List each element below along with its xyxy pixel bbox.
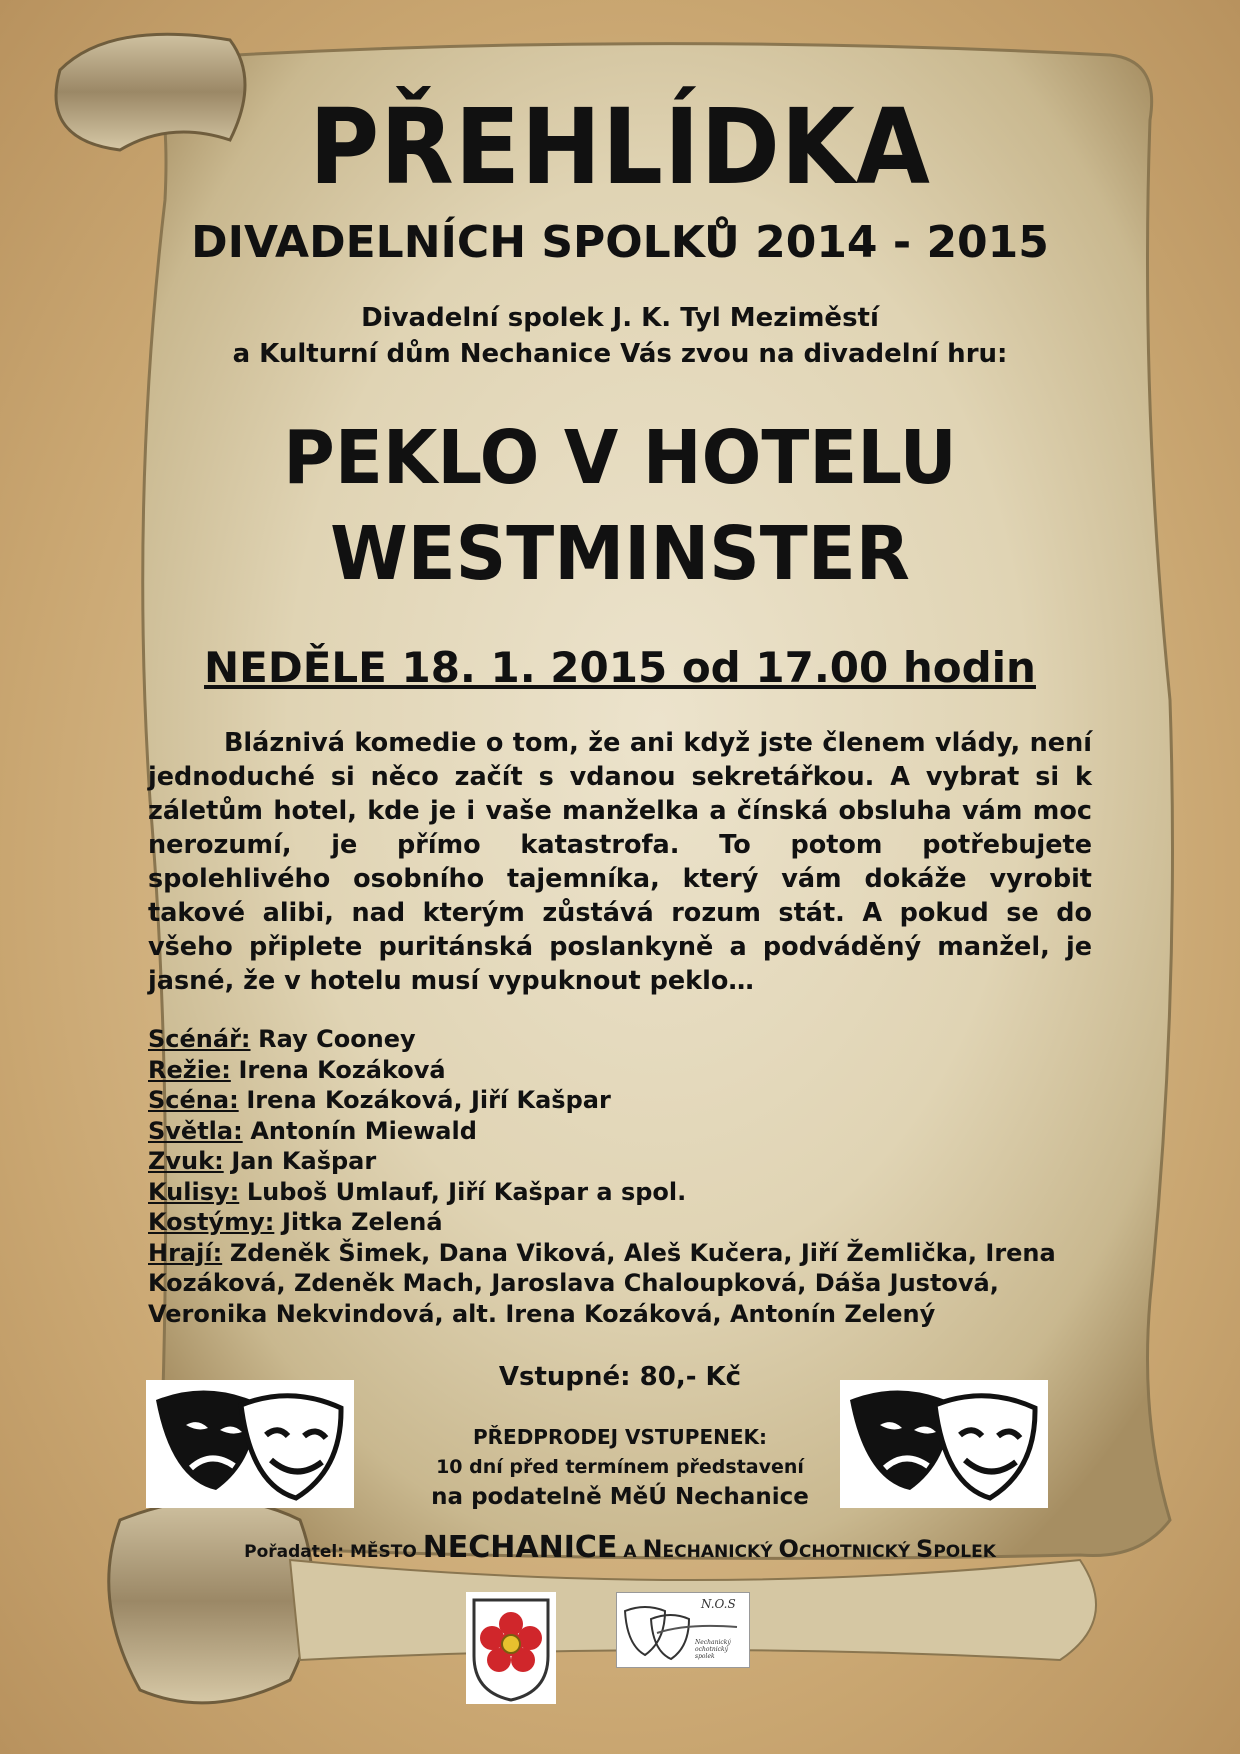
credit-label: Režie:	[148, 1055, 231, 1084]
presale-line-2: 10 dní před termínem představení	[436, 1456, 804, 1478]
presale-line-3: na podatelně MěÚ Nechanice	[431, 1484, 809, 1510]
ticket-price: Vstupné: 80,- Kč	[498, 1362, 742, 1392]
organizer-joiner: A	[623, 1542, 637, 1562]
organizer-initial: N	[642, 1535, 663, 1563]
play-title	[31, 410, 1209, 602]
invitation	[0, 300, 1240, 372]
theatre-masks-icon	[840, 1380, 1048, 1508]
credit-value: Jitka Zelená	[281, 1208, 443, 1236]
presale-heading: PŘEDPRODEJ VSTUPENEK:	[472, 1425, 768, 1449]
credit-label: Hrají:	[148, 1238, 223, 1267]
subtitle: DIVADELNÍCH SPOLKŮ 2014 - 2015	[191, 217, 1049, 268]
credit-value: Zdeněk Šimek, Dana Viková, Aleš Kučera, Jiří Žemlička, Irena Kozáková, Zdeněk Mach, Jaroslava Chaloupková, Dáša Justová, Veronika Nekvindová, alt. Irena Kozáková, Antonín Zelený	[148, 1238, 1056, 1328]
main-title: PŘEHLÍDKA	[309, 86, 931, 208]
nos-label: N.O.S	[701, 1597, 736, 1611]
credit-label: Zvuk:	[148, 1147, 224, 1175]
play-description: Bláznivá komedie o tom, že ani když jste členem vlády, není jednoduché si něco začít s vdanou sekretářkou. A vybrat si k záletům hotel, kde je i vaše manželka a čínská obsluha vám moc nerozumí, je přímo katastrofa. To potom potřebujete spolehlivého osobního tajemníka, který vám dokáže vyrobit takové alibi, nad kterým zůstává rozum stát. A pokud se do všeho připlete puritánská poslankyně a podváděný manžel, je jasné, že v hotelu musí vypuknout peklo…	[148, 728, 1092, 996]
credits-list	[148, 1024, 1098, 1329]
credit-label: Scéna:	[148, 1086, 239, 1114]
invitation-line-1: Divadelní spolek J. K. Tyl Meziměstí	[361, 303, 879, 333]
organizer-initial: S	[916, 1535, 934, 1563]
credit-row	[148, 1055, 1098, 1086]
credit-value: Luboš Umlauf, Jiří Kašpar a spol.	[246, 1177, 687, 1206]
credit-value: Antonín Miewald	[250, 1116, 477, 1145]
credit-label: Kulisy:	[148, 1177, 240, 1206]
credit-row	[148, 1238, 1098, 1330]
credit-label: Světla:	[148, 1116, 243, 1145]
city-emblem-icon	[466, 1592, 556, 1704]
organizer-word: POLEK	[933, 1542, 996, 1562]
performance-date: NEDĚLE 18. 1. 2015 od 17.00 hodin	[204, 643, 1036, 692]
credit-row	[148, 1207, 1098, 1238]
organizer-prefix: Pořadatel: MĚSTO	[244, 1542, 417, 1562]
credit-label: Scénář:	[148, 1025, 251, 1053]
organizer-line	[0, 1530, 1240, 1565]
organizer-city: NECHANICE	[422, 1530, 618, 1565]
credit-value: Irena Kozáková	[238, 1055, 446, 1084]
credit-value: Jan Kašpar	[231, 1147, 377, 1175]
organizer-word: ECHANICKÝ	[662, 1542, 773, 1562]
credit-row	[148, 1085, 1098, 1116]
nos-logo	[616, 1592, 750, 1668]
play-title-line-2: WESTMINSTER	[330, 511, 910, 597]
theatre-masks-icon	[146, 1380, 354, 1508]
credit-row	[148, 1024, 1098, 1055]
invitation-line-2: a Kulturní dům Nechanice Vás zvou na divadelní hru:	[232, 339, 1008, 369]
play-title-line-1: PEKLO V HOTELU	[283, 415, 957, 501]
credit-row	[148, 1116, 1098, 1147]
credit-value: Irena Kozáková, Jiří Kašpar	[246, 1086, 611, 1114]
presale-info	[420, 1422, 820, 1512]
credit-value: Ray Cooney	[258, 1025, 416, 1053]
organizer-word: CHOTNICKÝ	[798, 1542, 911, 1562]
credit-row	[148, 1177, 1098, 1208]
credit-row	[148, 1146, 1098, 1177]
organizer-initial: O	[778, 1535, 799, 1563]
credit-label: Kostýmy:	[148, 1208, 275, 1236]
nos-subtitle: Nechanický ochotnický spolek	[695, 1639, 731, 1660]
